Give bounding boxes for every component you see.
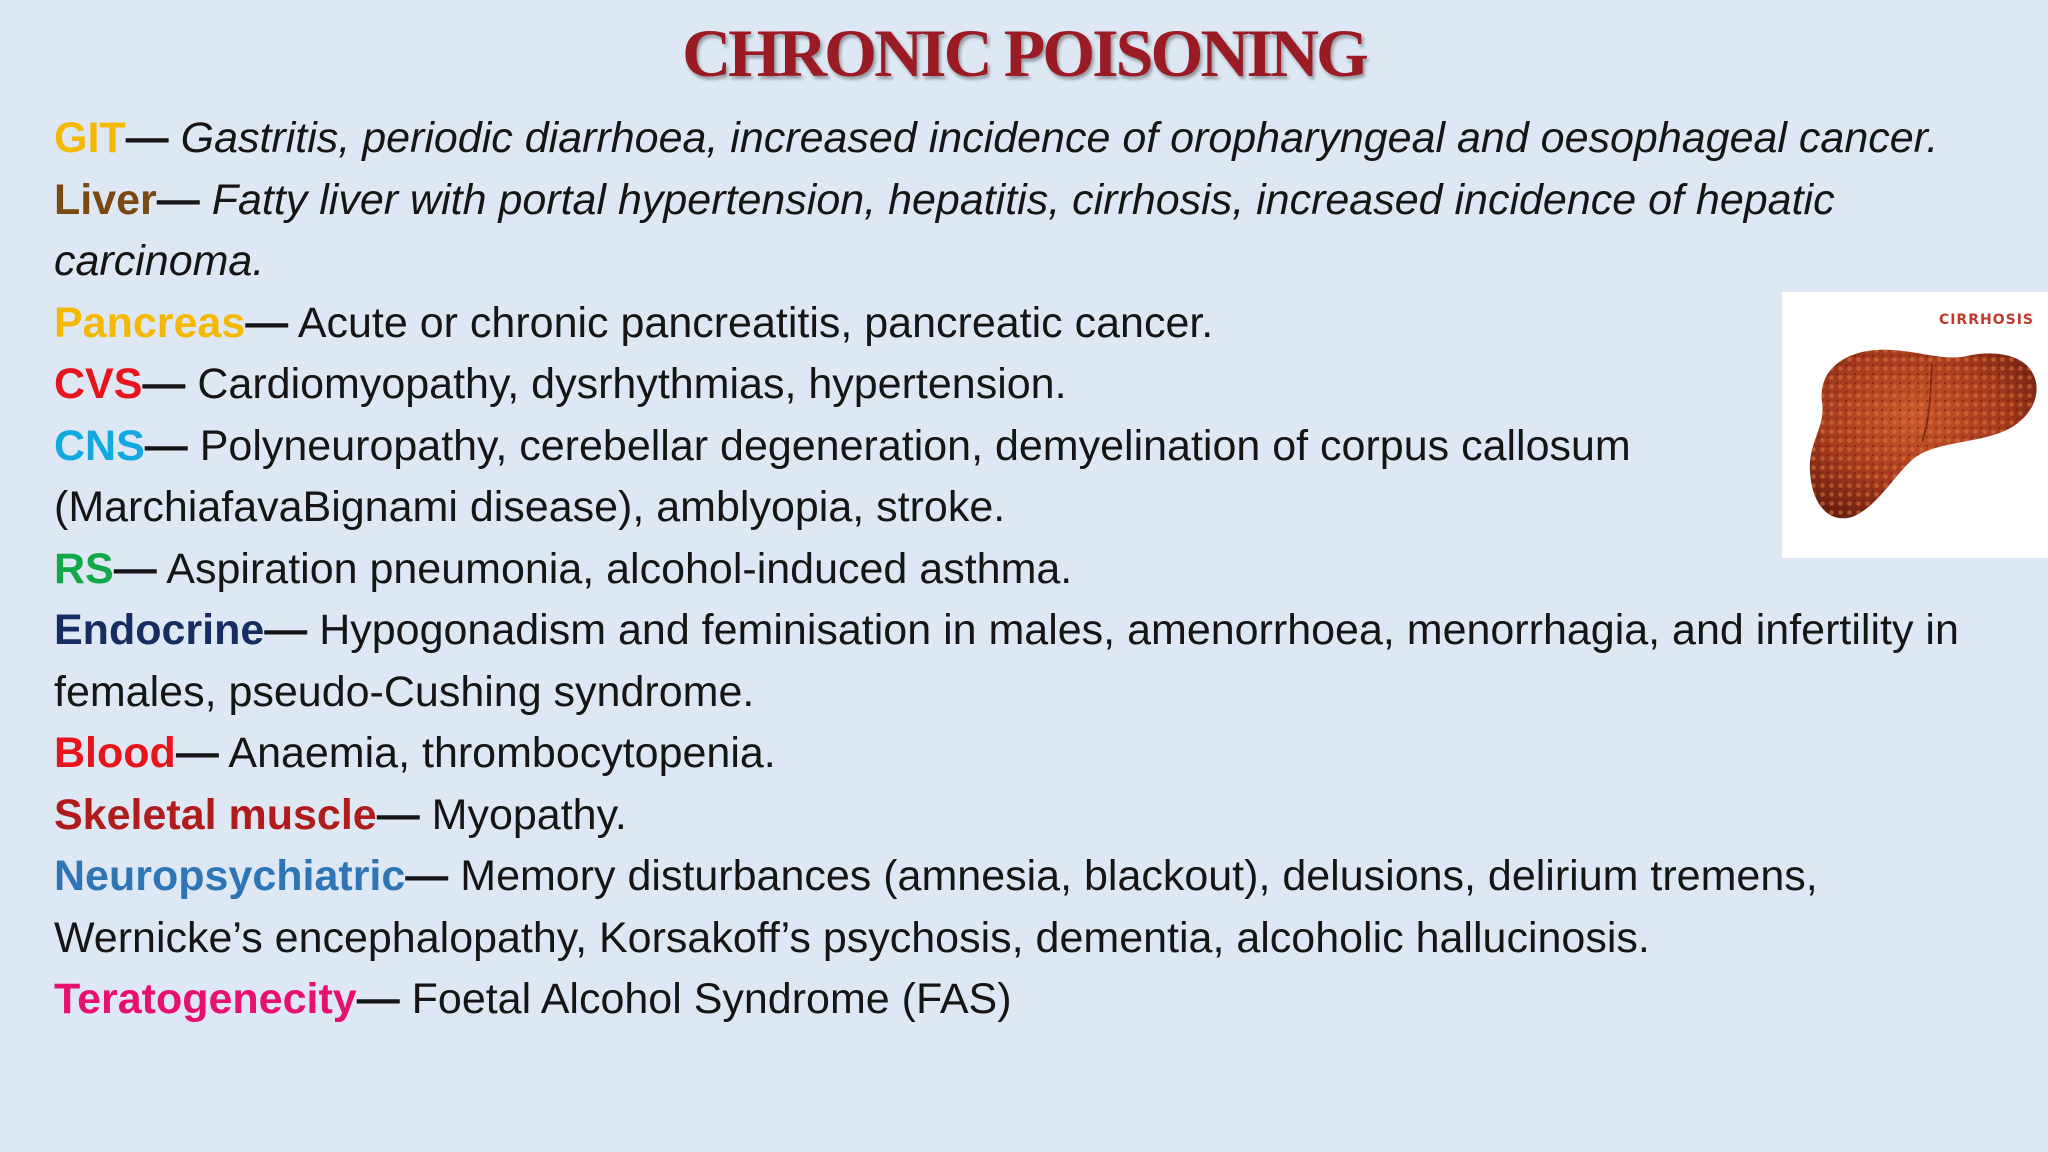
item-dash: — [142,360,186,408]
item-label: Neuropsychiatric [54,852,406,900]
item-label: GIT [54,114,126,162]
item-dash: — [264,606,308,654]
list-item-blood [54,723,2014,785]
item-dash: — [144,421,188,470]
list-item-pancreas [54,293,2014,355]
organ-list [54,108,2014,1031]
list-item-skeletal-muscle [54,785,2014,847]
item-label: Liver [54,175,157,224]
item-text: Hypogonadism and feminisation in males, amenorrhoea, menorrhagia, and infertility in females, pseudo-Cushing syndrome. [54,606,1959,716]
list-item-rs [54,539,2014,601]
item-text: Cardiomyopathy, dysrhythmias, hypertension. [185,360,1067,408]
item-dash: — [175,729,219,777]
item-dash: — [125,114,169,162]
item-text: Aspiration pneumonia, alcohol-induced asthma. [156,544,1073,593]
item-text: Myopathy. [419,790,627,839]
list-item-liver [54,170,2014,293]
image-caption: CIRRHOSIS [1938,312,2034,328]
item-label: Skeletal muscle [54,790,377,839]
item-dash: — [376,790,420,839]
list-item-teratogenecity [54,969,2014,1031]
item-text: Anaemia, thrombocytopenia. [218,729,776,777]
liver-icon [1782,292,2048,558]
item-dash: — [405,852,449,900]
item-text: Gastritis, periodic diarrhoea, increased incidence of oropharyngeal and oesophageal cancer. [168,114,1939,162]
item-dash: — [356,975,400,1023]
item-text: Foetal Alcohol Syndrome (FAS) [399,975,1012,1023]
item-label: RS [54,544,114,593]
item-label: Pancreas [54,298,246,347]
item-text: Polyneuropathy, cerebellar degeneration, demyelination of corpus callosum (MarchiafavaBignami disease), amblyopia, stroke. [54,421,1631,531]
item-dash: — [113,544,157,593]
item-label: CNS [54,421,145,470]
list-item-cvs [54,354,2014,416]
list-item-git [54,108,2014,170]
item-text: Fatty liver with portal hypertension, hepatitis, cirrhosis, increased incidence of hepatic carcinoma. [54,175,1835,285]
item-label: Endocrine [54,606,265,654]
cirrhosis-image [1782,292,2048,558]
list-item-neuropsychiatric [54,846,2014,969]
list-item-cns [54,416,1774,539]
item-dash: — [245,298,289,347]
item-text: Acute or chronic pancreatitis, pancreatic cancer. [288,298,1214,347]
slide-title: CHRONIC POISONING [682,15,1366,91]
item-dash: — [156,175,200,224]
item-text: Memory disturbances (amnesia, blackout), delusions, delirium tremens, Wernicke’s encephalopathy, Korsakoff’s psychosis, dementia, alcoholic hallucinosis. [54,852,1818,962]
item-label: Blood [54,729,176,777]
item-label: CVS [54,360,143,408]
item-label: Teratogenecity [54,975,357,1023]
list-item-endocrine [54,600,2014,723]
